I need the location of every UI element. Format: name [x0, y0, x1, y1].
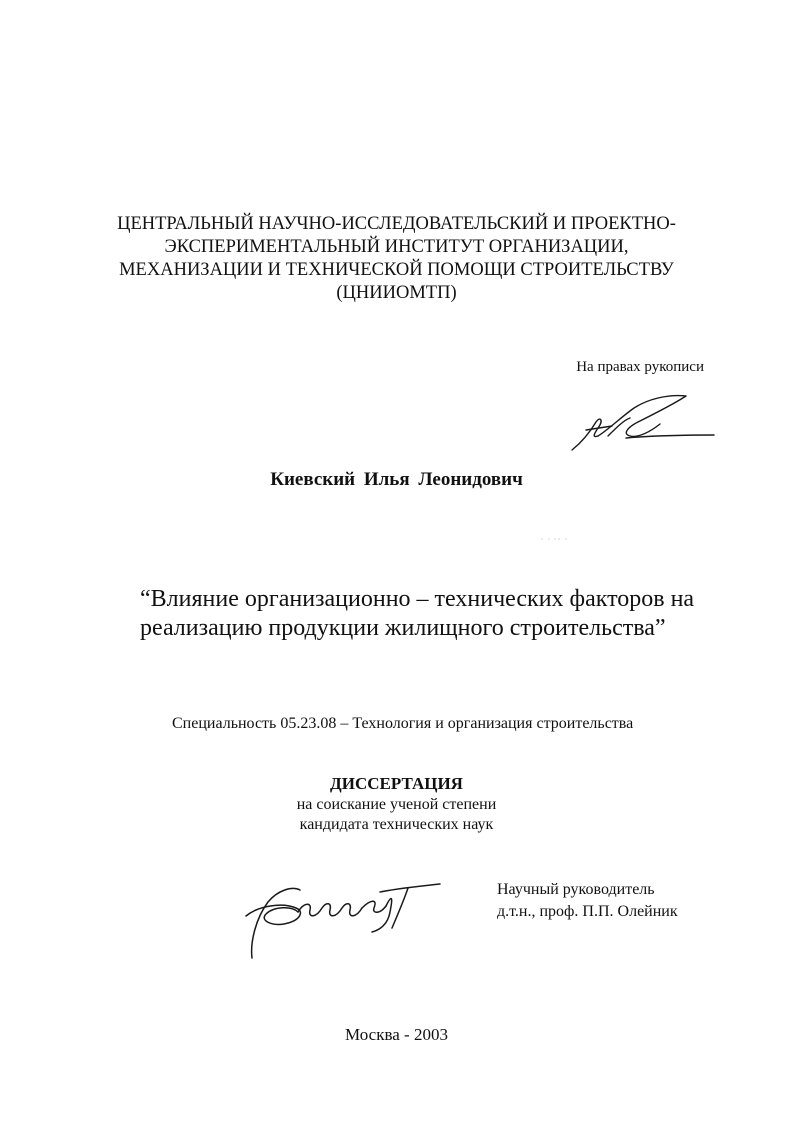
specialty: Специальность 05.23.08 – Технология и организация строительства: [172, 715, 634, 732]
supervisor-block: [497, 879, 678, 923]
institute-line: МЕХАНИЗАЦИИ И ТЕХНИЧЕСКОЙ ПОМОЩИ СТРОИТЕЛЬСТВУ: [119, 260, 674, 280]
institute-line: (ЦНИИОМТП): [336, 283, 457, 303]
title-line: “Влияние организационно – технических факторов на: [140, 586, 695, 612]
rights-note: На правах рукописи: [576, 359, 704, 375]
title-line: реализацию продукции жилищного строительства”: [140, 615, 666, 641]
author-signature-icon: [568, 392, 718, 454]
degree-line: на соискание ученой степени: [296, 796, 497, 813]
dissertation-title: [140, 585, 694, 643]
dissertation-heading: ДИССЕРТАЦИЯ: [330, 774, 463, 793]
degree-block: [0, 774, 793, 835]
city-year: Москва - 2003: [345, 1025, 448, 1044]
institute-line: ЭКСПЕРИМЕНТАЛЬНЫЙ ИНСТИТУТ ОРГАНИЗАЦИИ,: [164, 237, 629, 257]
degree-line: кандидата технических наук: [299, 816, 494, 833]
author-name: Киевский Илья Леонидович: [270, 469, 523, 490]
institute-name: [0, 213, 793, 305]
supervisor-role: Научный руководитель: [497, 881, 655, 898]
institute-line: ЦЕНТРАЛЬНЫЙ НАУЧНО-ИССЛЕДОВАТЕЛЬСКИЙ И ПРОЕКТНО-: [117, 214, 676, 234]
supervisor-signature-icon: [240, 872, 445, 962]
supervisor-name: д.т.н., проф. П.П. Олейник: [497, 903, 678, 920]
scan-speckle: [540, 537, 568, 541]
